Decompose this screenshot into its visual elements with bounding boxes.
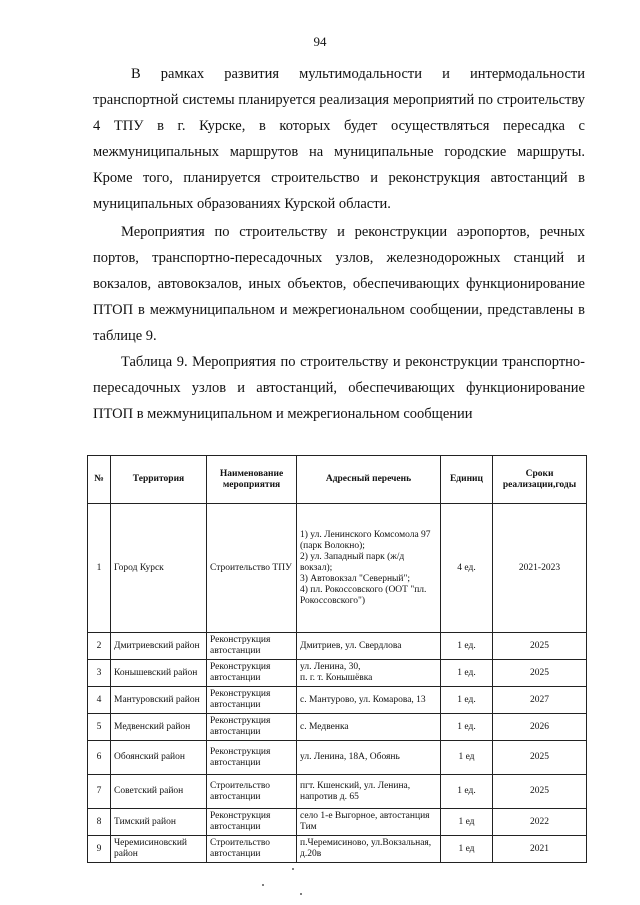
cell-units: 1 ед.	[441, 687, 493, 714]
cell-action: Строительство автостанции	[207, 836, 297, 863]
cell-period: 2025	[493, 633, 587, 660]
cell-period: 2021-2023	[493, 504, 587, 633]
cell-address	[297, 660, 441, 687]
cell-num: 6	[88, 741, 111, 775]
cell-address	[297, 809, 441, 836]
cell-address	[297, 741, 441, 775]
cell-territory: Дмитриевский район	[111, 633, 207, 660]
paragraph-text: Мероприятия по строительству и реконструкции аэропортов, речных портов, транспортно-пересадочных узлов, железнодорожных станций и вокзалов, автовокзалов, иных объектов, обеспечивающих функционирование ПТОП в межмуниципальном и межрегиональном сообщении, представлены в таблице 9.	[93, 224, 585, 344]
header-units: Единиц	[441, 456, 493, 504]
address-line: 4) пл. Рокоссовского (ООТ "пл. Рокоссовского")	[300, 584, 427, 606]
caption-text: Таблица 9. Мероприятия по строительству и реконструкции транспортно-пересадочных узлов и автостанций, обеспечивающих функционирование ПТОП в межмуниципальном и межрегиональном сообщении	[93, 354, 585, 422]
cell-num: 7	[88, 775, 111, 809]
header-num: №	[88, 456, 111, 504]
paragraph-measures-reference	[93, 219, 585, 349]
cell-address	[297, 836, 441, 863]
cell-territory: Конышевский район	[111, 660, 207, 687]
address-line: ул. Ленина, 30,	[300, 662, 361, 672]
cell-period: 2025	[493, 660, 587, 687]
address-line: Дмитриев, ул. Свердлова	[300, 640, 402, 651]
cell-units: 1 ед.	[441, 775, 493, 809]
address-line: 1) ул. Ленинского Комсомола 97 (парк Волокно);	[300, 529, 431, 551]
cell-units: 1 ед	[441, 741, 493, 775]
cell-num: 2	[88, 633, 111, 660]
address-line: 3) Автовокзал "Северный";	[300, 573, 411, 584]
table-row	[88, 809, 587, 836]
table-body	[88, 504, 587, 863]
cell-period: 2027	[493, 687, 587, 714]
paragraph-ttp-plans	[93, 61, 585, 217]
address-line: с. Мантурово, ул. Комарова, 13	[300, 694, 426, 705]
cell-period: 2025	[493, 775, 587, 809]
cell-action: Реконструкция автостанции	[207, 687, 297, 714]
cell-num: 8	[88, 809, 111, 836]
table-row	[88, 504, 587, 633]
cell-num: 3	[88, 660, 111, 687]
table-row	[88, 714, 587, 741]
cell-units: 1 ед.	[441, 660, 493, 687]
cell-action: Реконструкция автостанции	[207, 660, 297, 687]
address-line: село 1-е Выгорное, автостанция Тим	[300, 811, 430, 832]
cell-units: 1 ед.	[441, 714, 493, 741]
cell-action: Реконструкция автостанции	[207, 714, 297, 741]
cell-period: 2022	[493, 809, 587, 836]
cell-num: 4	[88, 687, 111, 714]
header-address: Адресный перечень	[297, 456, 441, 504]
cell-address	[297, 504, 441, 633]
table-row	[88, 660, 587, 687]
paragraph-text: В рамках развития мультимодальности и интермодальности транспортной системы планируется реализация мероприятий по строительству 4 ТПУ в г. Курске, в которых будет осуществляться пересадка с межмуниципальных маршрутов на муниципальные городские маршруты. Кроме того, планируется строительство и реконструкция автостанций в муниципальных образованиях Курской области.	[93, 66, 585, 212]
measures-table	[87, 455, 587, 863]
table-caption	[93, 349, 585, 427]
address-line: с. Медвенка	[300, 721, 349, 732]
scan-speck	[262, 884, 264, 886]
scan-speck	[292, 868, 294, 870]
cell-territory: Обоянский район	[111, 741, 207, 775]
table-row	[88, 836, 587, 863]
cell-territory: Мантуровский район	[111, 687, 207, 714]
cell-action: Строительство автостанции	[207, 775, 297, 809]
cell-period: 2021	[493, 836, 587, 863]
header-action: Наименование мероприятия	[207, 456, 297, 504]
table-row	[88, 633, 587, 660]
cell-territory: Медвенский район	[111, 714, 207, 741]
cell-territory: Советский район	[111, 775, 207, 809]
header-territory: Территория	[111, 456, 207, 504]
address-line: п.Черемисиново, ул.Вокзальная, д.20в	[300, 838, 432, 859]
cell-address	[297, 687, 441, 714]
table-row	[88, 741, 587, 775]
cell-period: 2025	[493, 741, 587, 775]
cell-units: 4 ед.	[441, 504, 493, 633]
table-row	[88, 775, 587, 809]
address-line: ул. Ленина, 18А, Обоянь	[300, 752, 400, 762]
cell-action: Реконструкция автостанции	[207, 741, 297, 775]
cell-num: 1	[88, 504, 111, 633]
cell-action: Реконструкция автостанции	[207, 809, 297, 836]
cell-territory: Тимский район	[111, 809, 207, 836]
cell-territory: Черемисиновский район	[111, 836, 207, 863]
page-number: 94	[313, 34, 327, 49]
cell-address	[297, 714, 441, 741]
cell-action: Реконструкция автостанции	[207, 633, 297, 660]
table-row	[88, 687, 587, 714]
address-line: 2) ул. Западный парк (ж/д вокзал);	[300, 551, 405, 573]
address-line: пгт. Кшенский, ул. Ленина, напротив д. 65	[300, 780, 411, 802]
scan-speck	[300, 893, 302, 895]
cell-address	[297, 633, 441, 660]
cell-units: 1 ед	[441, 809, 493, 836]
table-header-row	[88, 456, 587, 504]
cell-territory: Город Курск	[111, 504, 207, 633]
address-line: п. г. т. Конышёвка	[300, 673, 373, 683]
cell-units: 1 ед	[441, 836, 493, 863]
cell-num: 5	[88, 714, 111, 741]
cell-units: 1 ед.	[441, 633, 493, 660]
header-period: Сроки реализации,годы	[493, 456, 587, 504]
cell-address	[297, 775, 441, 809]
cell-action: Строительство ТПУ	[207, 504, 297, 633]
cell-num: 9	[88, 836, 111, 863]
cell-period: 2026	[493, 714, 587, 741]
